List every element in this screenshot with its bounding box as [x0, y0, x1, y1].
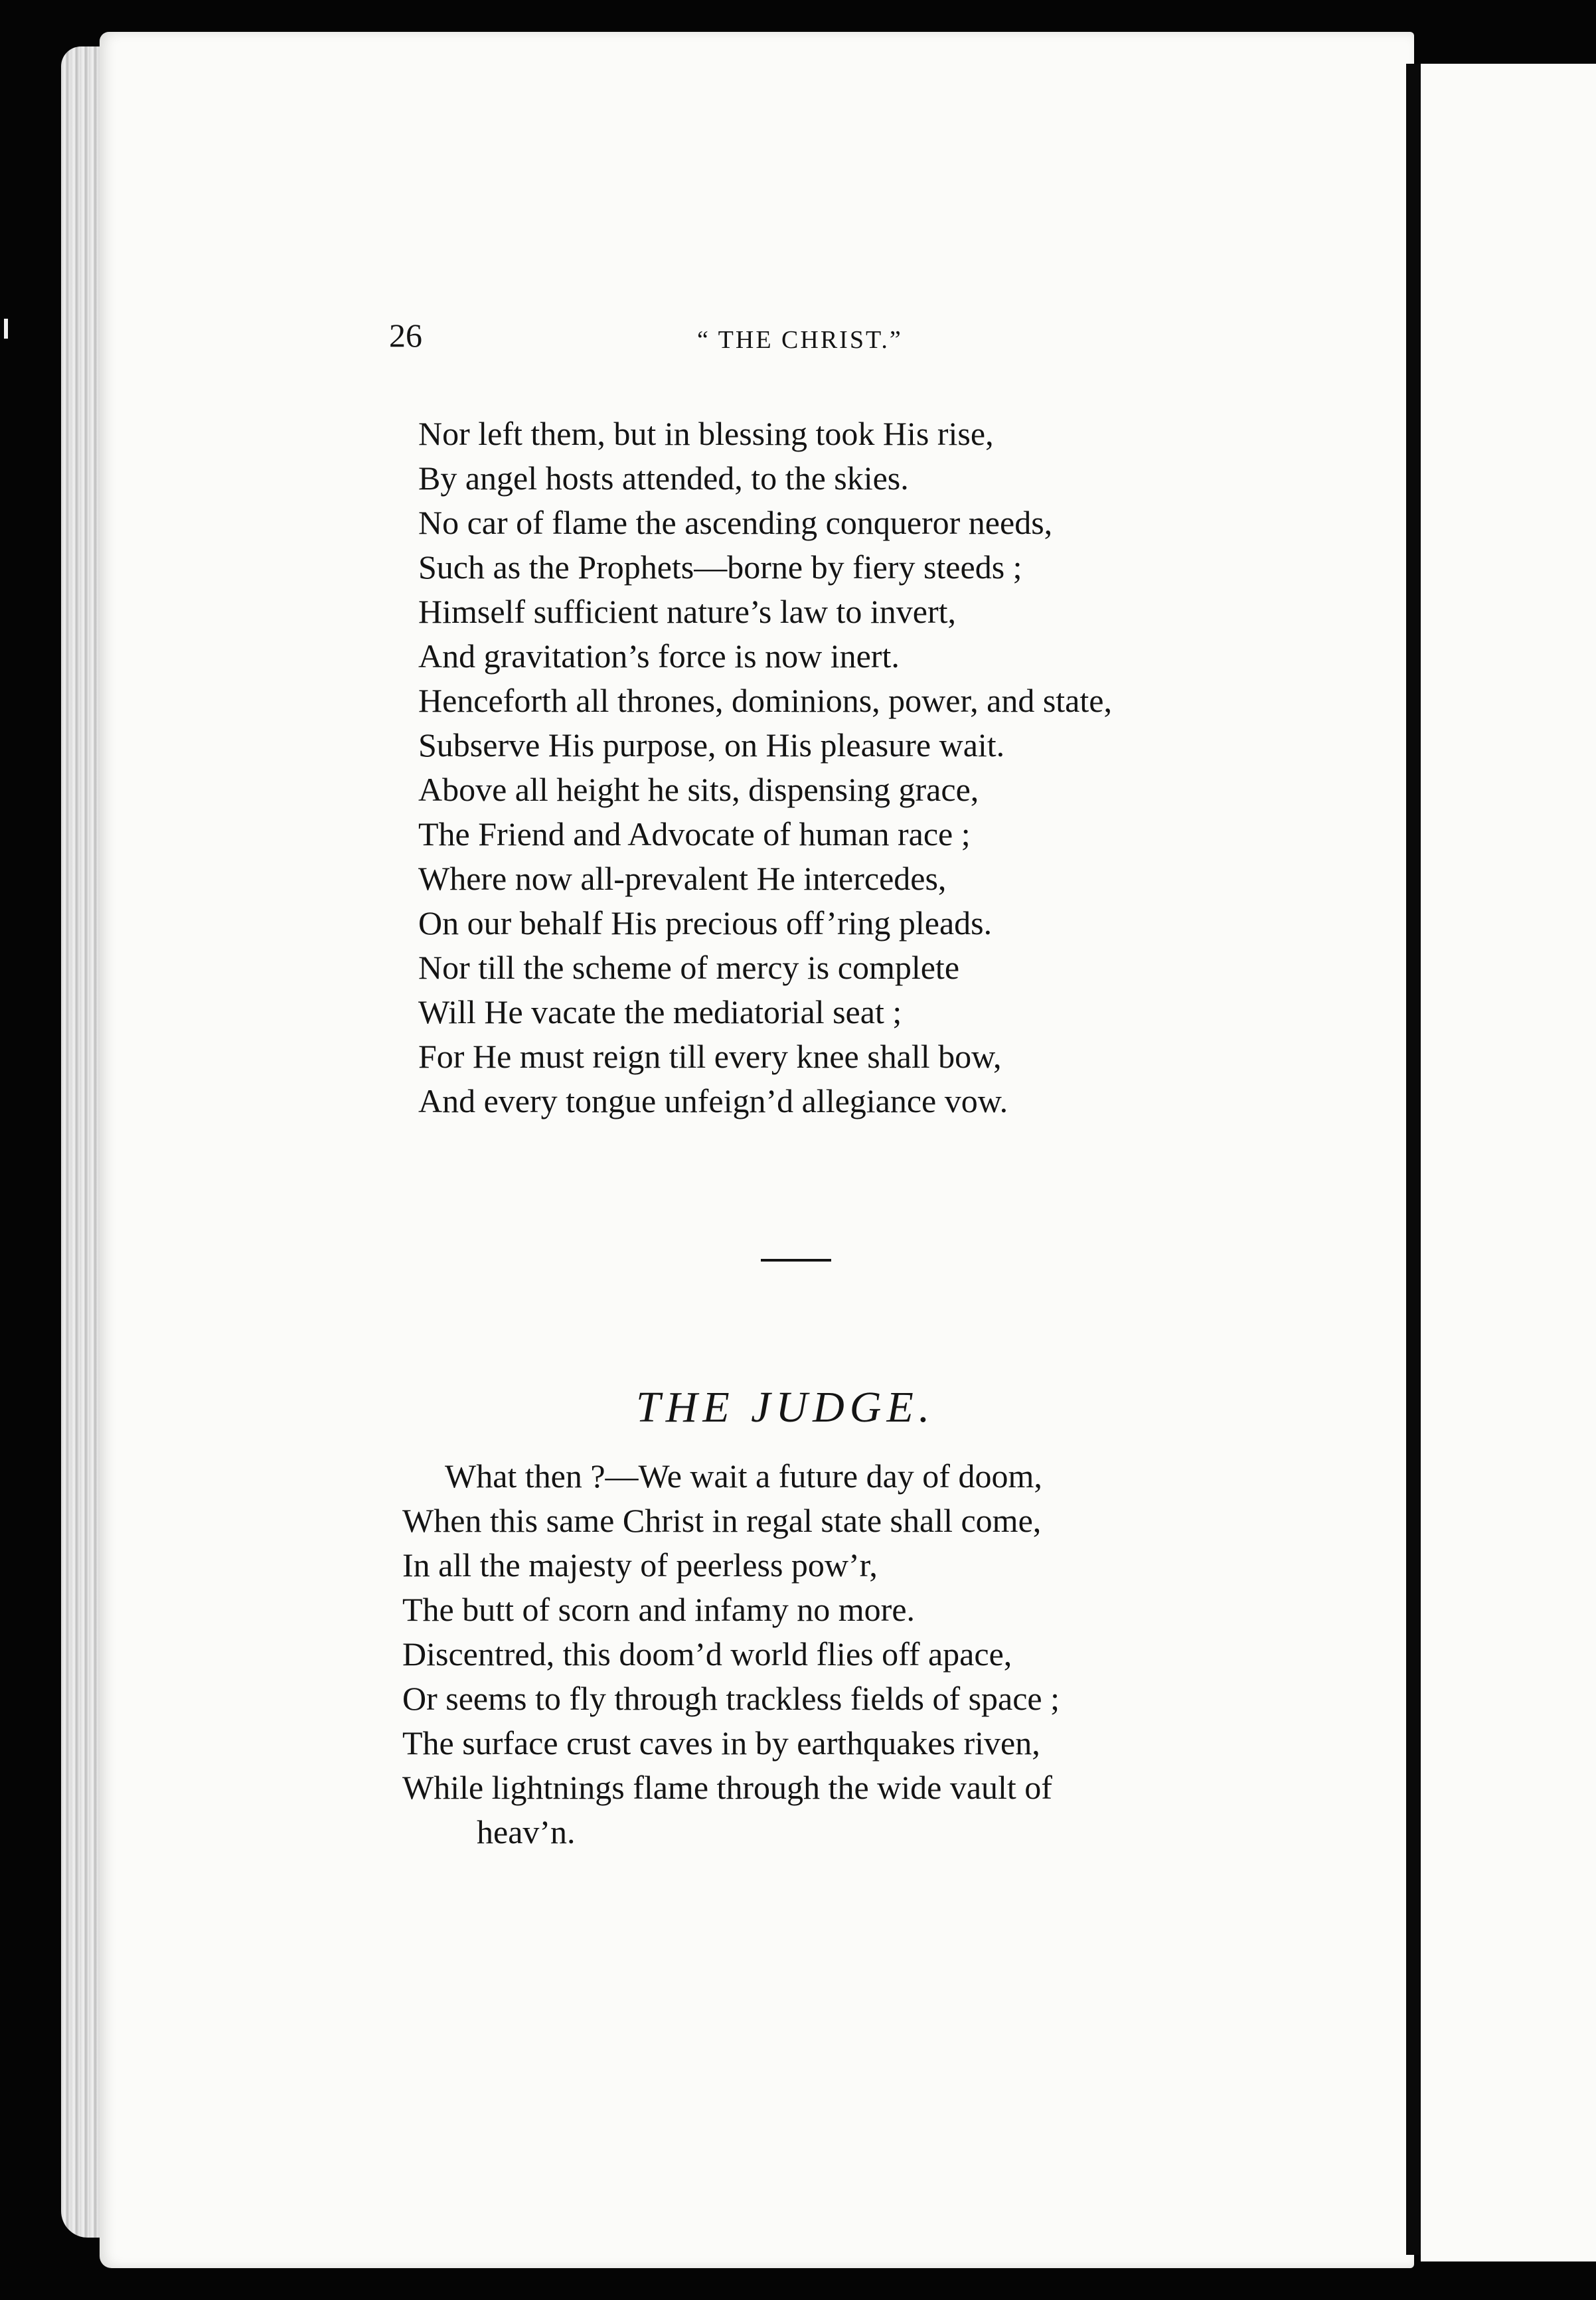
verse-line: Nor left them, but in blessing took His rise,: [418, 415, 994, 452]
section-divider: [761, 1259, 831, 1262]
verse-line: When this same Christ in regal state shall come,: [402, 1502, 1042, 1539]
verse-line: In all the majesty of peerless pow’r,: [402, 1546, 878, 1584]
verse-line: The Friend and Advocate of human race ;: [418, 815, 971, 853]
book-page: [100, 32, 1414, 2268]
verse-line: The butt of scorn and infamy no more.: [402, 1591, 916, 1628]
poem-continued: [418, 412, 1112, 1123]
poem-the-judge: [402, 1454, 1060, 1854]
verse-line: On our behalf His precious off’ring pleads.: [418, 904, 993, 942]
section-title: THE JUDGE.: [636, 1383, 935, 1432]
page-number: 26: [389, 317, 422, 354]
verse-line: Discentred, this doom’d world flies off apace,: [402, 1635, 1012, 1673]
running-head: “ THE CHRIST.”: [697, 326, 903, 354]
verse-line: Himself sufficient nature’s law to invert,: [418, 593, 956, 630]
verse-line: And gravitation’s force is now inert.: [418, 637, 900, 675]
scan-margin-mark: [4, 319, 8, 339]
book-gutter: [1406, 64, 1421, 2255]
verse-line: While lightnings flame through the wide vault of: [402, 1769, 1052, 1806]
verse-line: And every tongue unfeign’d allegiance vow.: [418, 1082, 1008, 1119]
verse-line: What then ?—We wait a future day of doom,: [445, 1457, 1042, 1495]
verse-line: Where now all-prevalent He intercedes,: [418, 860, 947, 897]
verse-line: For He must reign till every knee shall bow,: [418, 1038, 1002, 1075]
verse-line: By angel hosts attended, to the skies.: [418, 459, 909, 497]
verse-line: Subserve His purpose, on His pleasure wait.: [418, 726, 1005, 764]
verse-line: Or seems to fly through trackless fields of space ;: [402, 1680, 1060, 1717]
verse-line: No car of flame the ascending conqueror needs,: [418, 504, 1053, 541]
verse-line: Nor till the scheme of mercy is complete: [418, 949, 960, 986]
verse-line-continuation: heav’n.: [477, 1813, 576, 1850]
verse-line: Such as the Prophets—borne by fiery steeds ;: [418, 548, 1022, 586]
verse-line: Above all height he sits, dispensing grace,: [418, 771, 979, 808]
facing-page-edge: [1421, 64, 1596, 2261]
verse-line: The surface crust caves in by earthquakes riven,: [402, 1724, 1040, 1762]
verse-line: Henceforth all thrones, dominions, power, and state,: [418, 682, 1112, 719]
verse-line: Will He vacate the mediatorial seat ;: [418, 993, 902, 1030]
